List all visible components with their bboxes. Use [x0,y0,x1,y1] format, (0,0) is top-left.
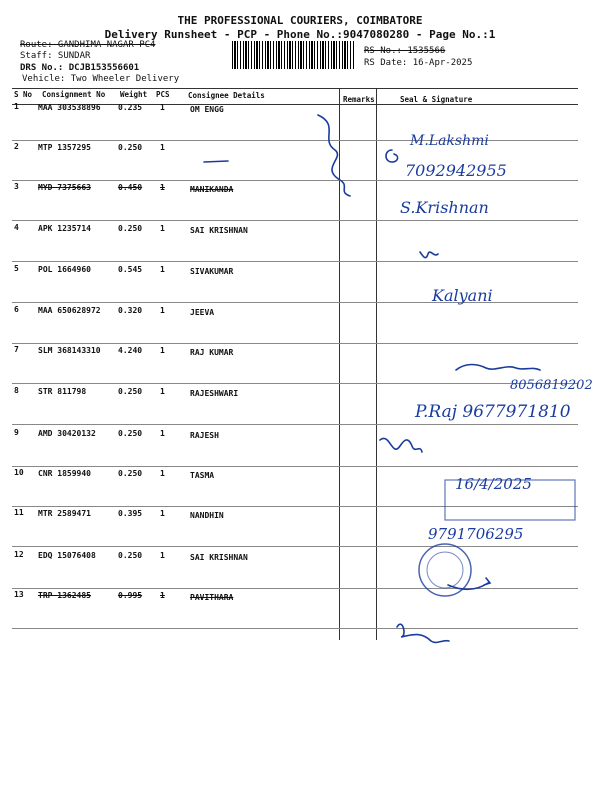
row-sno: 4 [14,223,19,232]
row-sno: 13 [14,590,24,599]
signature-stroke-row13 [397,624,449,642]
row-consignment: CNR 1859940 [38,469,91,478]
row-consignment: MAA 303538896 [38,103,101,112]
row-weight: 0.450 [118,183,143,192]
phone-row11: 9791706295 [428,525,524,543]
vehicle-label: Vehicle: Two Wheeler Delivery [22,74,180,84]
row-sno: 7 [14,345,19,354]
row-sno: 11 [14,508,24,517]
row-weight: 0.320 [118,306,143,315]
row-consignment: TRP 1362485 [38,591,91,600]
row-pcs: 1 [160,306,165,315]
row-sno: 9 [14,428,19,437]
row-pcs: 1 [160,346,165,355]
row-sno: 5 [14,264,19,273]
row-consignee: SAI KRISHNAN [190,226,248,235]
row-pcs: 1 [160,183,165,192]
row-consignee: OM ENGG [190,105,224,114]
row-pcs: 1 [160,429,165,438]
route-label: Route: GANDHIMA NAGAR PC4 [20,40,156,50]
row-consignment: EDQ 15076408 [38,551,96,560]
signature-row1: M.Lakshmi [410,133,489,149]
row-consignee: PAVITHARA [190,593,234,602]
row-consignee: NANDHIN [190,511,224,520]
row-pcs: 1 [160,387,165,396]
row-weight: 0.250 [118,429,143,438]
phone-row2: 7092942955 [405,161,507,180]
row-weight: 0.250 [118,551,143,560]
row-weight: 0.250 [118,387,143,396]
signature-row3: S.Krishnan [400,198,489,217]
row-consignee: JEEVA [190,308,215,317]
row-pcs: 1 [160,551,165,560]
row-consignment: STR 811798 [38,387,87,396]
stamp-circle-icon [419,544,471,596]
phone-row8: P.Raj 9677971810 [415,402,571,422]
row-consignee: RAJESH [190,431,219,440]
row-weight: 4.240 [118,346,143,355]
col-seal-signature: Seal & Signature [400,95,473,104]
staff-label: Staff: SUNDAR [20,51,91,61]
remarks-brace-stroke [318,115,350,196]
row-pcs: 1 [160,103,165,112]
row-consignee: MANIKANDA [190,185,234,194]
row-weight: 0.250 [118,469,143,478]
company-title: THE PROFESSIONAL COURIERS, COIMBATORE [177,14,423,27]
row-pcs: 1 [160,143,165,152]
signature-stroke-row4 [420,252,438,258]
row-consignment: MAA 650628972 [38,306,101,315]
drs-number: DRS No.: DCJB153556601 [20,63,140,73]
row-pcs: 1 [160,591,165,600]
row-consignment: MYD 7375663 [38,183,91,192]
row-sno: 6 [14,305,19,314]
row-consignee: RAJ KUMAR [190,348,234,357]
row-sno: 10 [14,468,24,477]
loop-stroke-row2 [386,150,398,162]
signature-stroke-row9 [380,438,422,452]
row-consignment: AMD 30420132 [38,429,96,438]
row-sno: 2 [14,142,19,151]
row-weight: 0.395 [118,509,143,518]
stamp-date: 16/4/2025 [455,475,532,493]
signature-row5: Kalyani [432,286,493,305]
col-consignment: Consignment No [42,90,106,99]
dash-mark-row2 [204,161,228,162]
row-pcs: 1 [160,265,165,274]
row-pcs: 1 [160,224,165,233]
col-consignee: Consignee Details [188,91,265,100]
col-pcs: PCS [156,90,170,99]
row-consignment: APK 1235714 [38,224,91,233]
col-sno: S No [14,90,33,99]
row-sno: 3 [14,182,19,191]
row-pcs: 1 [160,469,165,478]
row-weight: 0.995 [118,591,143,600]
row-consignment: MTR 2589471 [38,509,91,518]
row-consignee: SAI KRISHNAN [190,553,248,562]
runsheet-subtitle: Delivery Runsheet - PCP - Phone No.:9047080280 - Page No.:1 [104,28,496,41]
row-weight: 0.545 [118,265,143,274]
row-consignee: TASMA [190,471,215,480]
row-consignee: SIVAKUMAR [190,267,234,276]
signature-stroke-row7 [456,365,540,371]
row-consignee: RAJESHWARI [190,389,239,398]
col-weight: Weight [120,90,148,99]
phone-row7: 8056819202 [510,378,593,393]
row-sno: 1 [14,102,19,111]
row-weight: 0.235 [118,103,143,112]
col-remarks: Remarks [343,95,375,104]
row-sno: 8 [14,386,19,395]
row-pcs: 1 [160,509,165,518]
rs-date: RS Date: 16-Apr-2025 [364,58,473,68]
row-weight: 0.250 [118,224,143,233]
row-consignment: SLM 368143310 [38,346,101,355]
rs-number: RS No.: 1535566 [364,46,446,56]
row-consignment: POL 1664960 [38,265,91,274]
row-consignment: MTP 1357295 [38,143,91,152]
row-weight: 0.250 [118,143,143,152]
row-sno: 12 [14,550,24,559]
